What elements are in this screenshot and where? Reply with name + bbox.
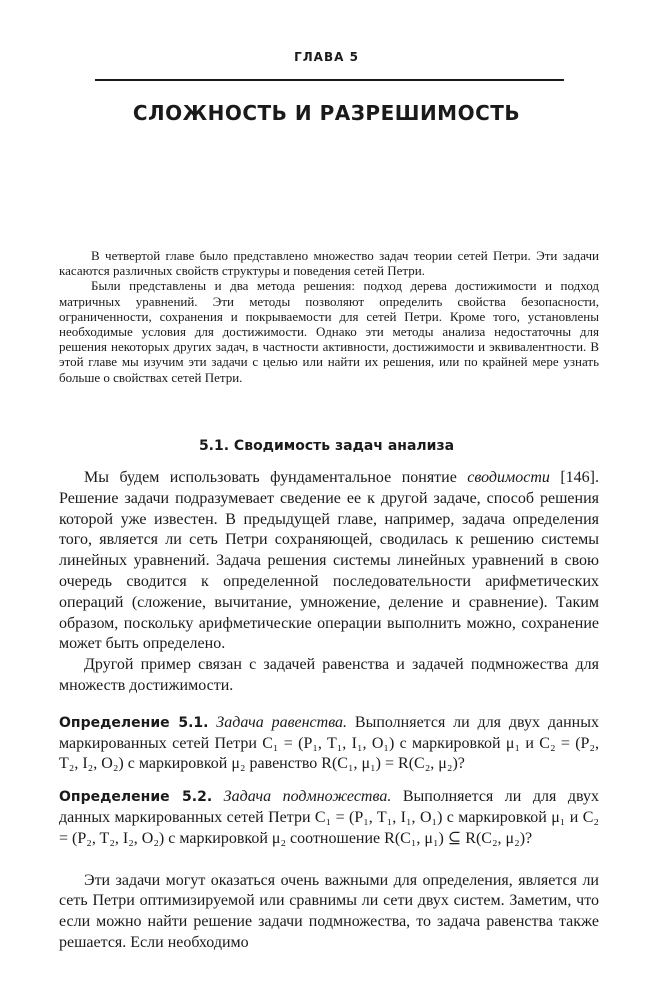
definition-text: Выполняется ли для двух данных маркированных сетей Петри C₁ = (P₁, T₁, I₁, O₁) с маркировкой μ₁ и C₂ = (P₂, T₂, I₂, O₂) с маркировкой μ₂ соотношение R(C₁, μ₁) ⊆ R(C₂, μ₂)?	[59, 788, 600, 847]
definition-block	[59, 713, 599, 775]
intro-paragraph: В четвертой главе было представлено множество задач теории сетей Петри. Эти задачи касаются различных свойств структуры и поведения сетей Петри.	[59, 248, 599, 279]
section-heading: 5.1. Сводимость задач анализа	[198, 438, 455, 454]
paragraph-text: [146]. Решение задачи подразумевает сведение ее к другой задаче, способ решения которой уже известен. В предыдущей главе, например, задача определения того, является ли сеть Петри сохраняющей, сводилась к решению системы линейных уравнений. Задача решения системы линейных уравнений в свою очередь сводится к определенной последовательности арифметических операций (сложение, вычитание, умножение, деление и сравнение). Таким образом, поскольку арифметические операции выполнить можно, сохранение может быть определено.	[59, 469, 600, 653]
paragraph-text: Мы будем использовать фундаментальное понятие	[84, 469, 468, 486]
definition-name: Задача равенства.	[216, 713, 348, 731]
intro-paragraph: Были представлены и два метода решения: подход дерева достижимости и подход матричных уравнений. Эти методы позволяют определить свойства безопасности, ограниченности, сохранения и покрываемости для сетей Петри. Кроме того, установлены необходимые условия для достижимости. Однако эти методы анализа недостаточны для решения некоторых других задач, в частности активности, достижимости и эквивалентности. В этой главе мы изучим эти задачи с целью или найти их решения, или по крайней мере узнать больше о свойствах сетей Петри.	[59, 278, 599, 385]
chapter-heading: ГЛАВА 5	[294, 50, 359, 64]
chapter-intro	[59, 248, 599, 385]
definition-label: Определение 5.1.	[59, 714, 209, 731]
term-emphasis: сводимости	[467, 469, 550, 486]
definition-text: Выполняется ли для двух данных маркированных сетей Петри C₁ = (P₁, T₁, I₁, O₁) с маркировкой μ₁ и C₂ = (P₂, T₂, I₂, O₂) с маркировкой μ₂ равенство R(C₁, μ₁) = R(C₂, μ₂)?	[59, 713, 599, 773]
chapter-title: СЛОЖНОСТЬ И РАЗРЕШИМОСТЬ	[132, 101, 521, 125]
body-paragraph	[59, 468, 599, 655]
body-text	[59, 468, 599, 954]
body-paragraph: Другой пример связан с задачей равенства и задачей подмножества для множеств достижимости.	[59, 656, 599, 694]
definition-name: Задача подмножества.	[223, 788, 392, 806]
body-paragraph: Эти задачи могут оказаться очень важными для определения, является ли сеть Петри оптимизируемой или сравнимы ли сети двух систем. Заметим, что если можно найти решение задачи подмножества, то задача равенства также решается. Если необходимо	[59, 871, 599, 951]
definition-label: Определение 5.2.	[59, 789, 213, 806]
heading-rule	[95, 79, 564, 81]
definition-block	[59, 787, 599, 849]
